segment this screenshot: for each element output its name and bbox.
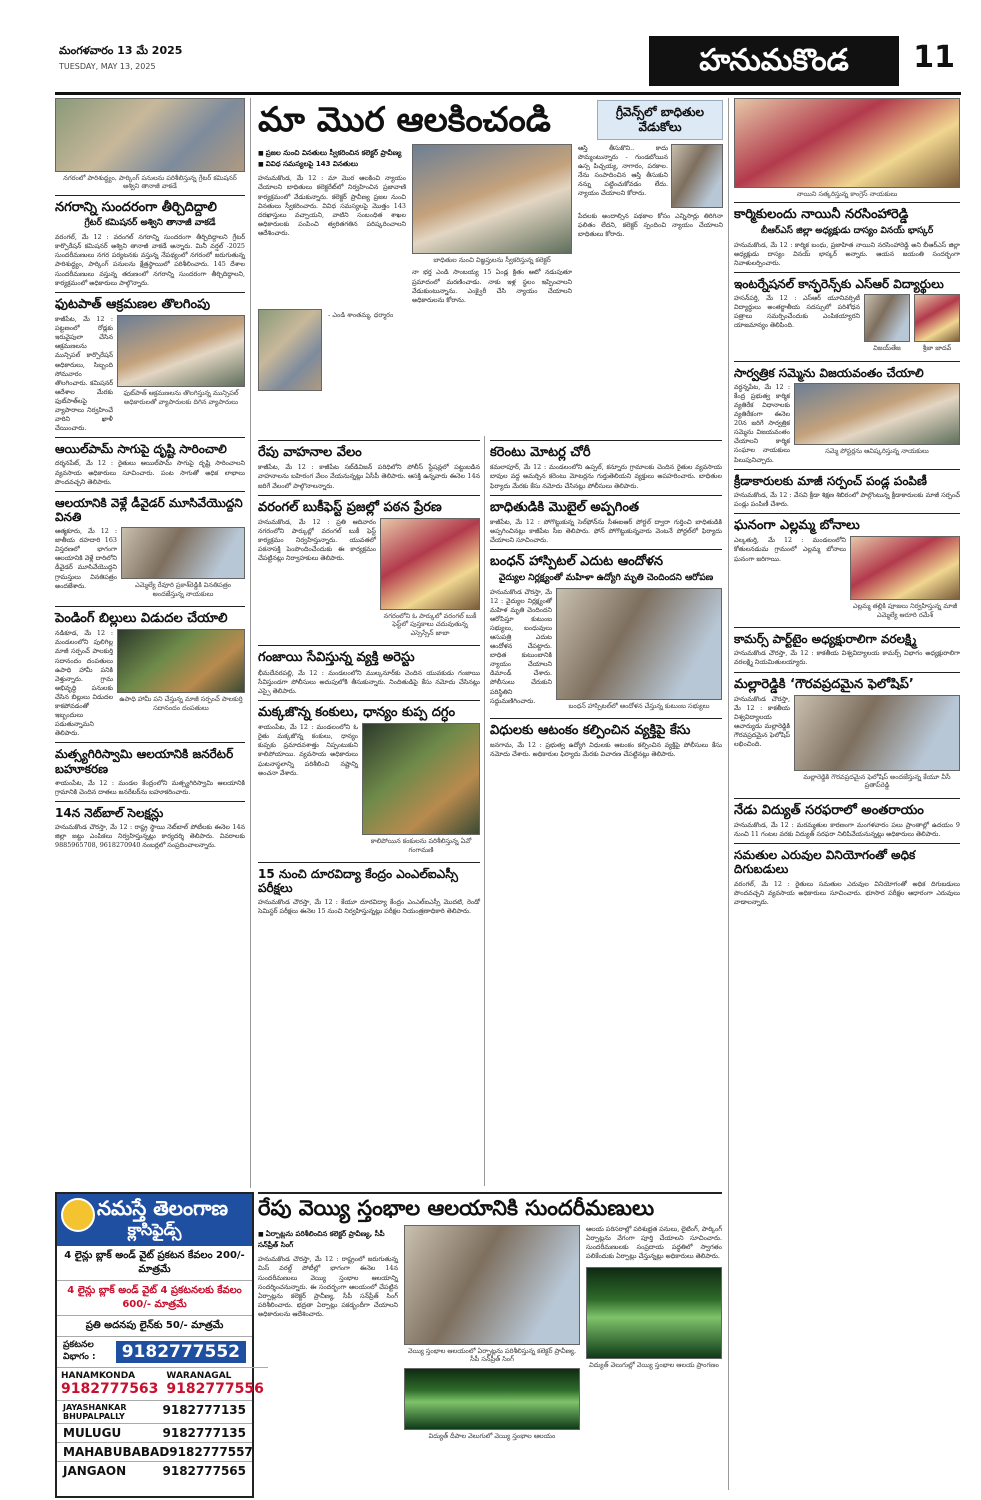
column-left [55, 98, 245, 850]
photo-caption: విద్యుత్ వెలుగుల్లో వెయ్యి స్తంభాల ఆలయ ప్రాంగణం [589, 1361, 719, 1370]
article-body: భీమదేవరపల్లి, మే 12 : మండలంలోని ముల్కనూర్‌కు చెందిన యువకుడు గంజాయి సేవిస్తుండగా పోలీసులు అదుపులోకి తీసుకున్నారు. నిందితుడిపై కేసు నమోదు చేసినట్లు ఎస్సై తెలిపారు. [258, 668, 480, 695]
ad-phone[interactable]: 9182777135 [162, 1403, 246, 1417]
article-body: హనుమకొండ, మే 12 : మా మొర ఆలకించి న్యాయం చేయాలని బాధితులు కలెక్టరేట్‌లో నిర్వహించిన ప్రజావాణి కార్యక్రమంలో వేడుకున్నారు. కలెక్టర్ ప్రావీణ్య ప్రజల నుంచి వినతులు స్వీకరించారు. వివిధ సమస్యలపై మొత్తం 143 దరఖాస్తులు వచ్చాయని, వాటిని సంబంధిత శాఖల అధికారులకు పంపించి త్వరితగతిన పరిష్కరించాలని ఆదేశించారు. [258, 174, 406, 237]
article-body: హనుమకొండ చౌరస్తా, మే 12 : వైద్యుల నిర్లక్ష్యంతో మహిళ మృతి చెందిందని ఆరోపిస్తూ కుటుంబ సభ్యులు, బంధువులు ఆసుపత్రి ఎదుట ఆందోళన చేపట్టారు. బాధిత కుటుంబానికి న్యాయం చేయాలని డిమాండ్ చేశారు. పోలీసులు చేరుకుని పరిస్థితిని సద్దుమణిగించారు. [490, 587, 552, 705]
photo-caption: ఫుట్‌పాత్ ఆక్రమణలను తొలగిస్తున్న మున్సిపల్ అధికారులతో వ్యాపారులకు దిగిన వ్యాపారులు [123, 389, 239, 406]
photo-caption: ఎమ్మెల్యే రేవూరి ప్రకాశ్‌రెడ్డికి వినతిపత్రం అందజేస్తున్న నాయకులు [134, 581, 232, 598]
article-body: వరంగల్, మే 12 : రైతులు సమతుల ఎరువుల వినియోగంతో అధిక దిగుబడులు పొందవచ్చని వ్యవసాయ అధికారులు సూచించారు. భూసార పరీక్షల ఆధారంగా ఎరువులు వాడాలన్నారు. [734, 879, 960, 906]
lead-bullet: ■ ప్రజల నుంచి వినతులు స్వీకరించిన కలెక్టర్ ప్రావీణ్య [258, 148, 406, 159]
article-body: కాజీపేట, మే 12 : కాజీపేట సబ్‌డివిజన్ పరిధిలోని పోలీస్ స్టేషన్లలో పట్టుబడిన వాహనాలను బహిరంగ వేలం వేయనున్నట్లు ఏసీపీ తెలిపారు. ఆసక్తి ఉన్నవారు ఈనెల 14న జరిగే వేలంలో పాల్గొనాలన్నారు. [258, 463, 480, 490]
ad-city: WARANAGAL [166, 1371, 232, 1381]
article-body: హనుమకొండ చౌరస్తా, మే 12 : కేయూ దూరవిద్యా కేంద్రం ఎంఎల్‌ఐఎస్సీ మొదటి, రెండో సెమిస్టర్ పరీక్షలు ఈనెల 15 నుంచి నిర్వహిస్తున్నట్లు పరీక్షల నియంత్రణాధికారి తెలిపారు. [258, 898, 480, 916]
article-body: హనుమకొండ, మే 12 : కార్మిక బంధు, ప్రజాహిత నాయిని నరసింహారెడ్డి అని బీఆర్ఎస్ జిల్లా అధ్యక్షుడు దాస్యం వినయ్ భాస్కర్ అన్నారు. ఆయన జయంతి సందర్భంగా నివాళులర్పించారు. [734, 240, 960, 267]
emblem-icon [61, 1198, 95, 1232]
article-body: ఆలయ పరిసరాల్లో పరిశుభ్రత పనులు, లైటింగ్, పార్కింగ్ ఏర్పాట్లను వేగంగా పూర్తి చేయాలని సూచించారు. సుందరీమణులకు సంప్రదాయ పద్ధతిలో స్వాగతం పలికేందుకు ఏర్పాట్లు చేస్తున్నట్లు అధికారులు తెలిపారు. [586, 1225, 722, 1261]
photo-caption: ఉపాధి హామీ పని చేస్తున్న మాజీ సర్పంచ్ పాలకుర్తి సదానందం దంపతులు [119, 695, 243, 712]
photo-hospital-protest [556, 588, 722, 700]
photo-caption: బంధన్ హాస్పిటల్‌లో ఆందోళన చేస్తున్న కుటుంబ సభ్యులు [568, 701, 710, 710]
headline: ఆయిల్‌పామ్ సాగుపై దృష్టి సారించాలి [55, 437, 245, 456]
ad-brand-sub: క్లాసిఫైడ్స్ [57, 1220, 252, 1246]
lead-bullet: ■ వివిధ సమస్యలపై 143 వినతులు [258, 159, 406, 170]
article-body: కాజీపేట, మే 12 : పట్టణంలో రోడ్లకు ఇరువైపులా చేసిన ఆక్రమణలను మున్సిపల్ కార్పొరేషన్ అధికారులు, సిబ్బంది సోమవారం తొలగించారు. కమిషనర్ ఆదేశాల మేరకు ఫుట్‌పాత్‌లపై వ్యాపారాలు నిర్వహించే వారిని ఖాళీ చేయించారు. [55, 315, 113, 433]
article-body: శాయంపేట, మే 12 : మండలంలోని ఓ రైతు మక్కజొన్న కంకులు, ధాన్యం కుప్పకు ప్రమాదవశాత్తు నిప్పంటుకుని కాలిపోయాయి. వ్యవసాయ అధికారులు ఘటనాస్థలాన్ని పరిశీలించి నష్టాన్ని అంచనా వేశారు. [258, 723, 358, 777]
article-body: ఆత్మకూరు, మే 12 : జాతీయ రహదారి 163 విస్తరణలో భాగంగా ఆలయానికి వెళ్లే దారిలోని డీవైడర్ మూసివేయొద్దని గ్రామస్తులు వినతిపత్రం అందజేశారు. [55, 527, 117, 590]
article-body: హనుమకొండ, మే 12 : వేసవి క్రీడా శిక్షణ శిబిరంలో పాల్గొంటున్న క్రీడాకారులకు మాజీ సర్పంచ్ పండ్లు పంపిణీ చేశారు. [734, 490, 960, 508]
headline: 14న నెట్‌బాల్ సెలక్షన్లు [55, 801, 245, 820]
photo-student [914, 294, 960, 342]
photo-caption: వెయ్యి స్తంభాల ఆలయంలో ఏర్పాట్లను పరిశీలిస్తున్న కలెక్టర్ ప్రావీణ్య, సీపీ సన్‌ప్రీత్ సింగ్ [407, 1347, 577, 1364]
ad-phone[interactable]: 9182777135 [162, 1426, 246, 1440]
feature-headline: రేపు వెయ్యి స్తంభాల ఆలయానికి సుందరీమణులు [258, 1192, 722, 1219]
headline: సార్వత్రిక సమ్మెను విజయవంతం చేయాలి [734, 361, 960, 380]
ad-rate: 4 లైన్లు బ్లాక్ అండ్ వైట్ ప్రకటన కేవలం 200/- మాత్రమే [57, 1246, 252, 1281]
photo-bookfest [380, 518, 480, 610]
subheadline: బీఆర్ఎస్ జిల్లా అధ్యక్షుడు దాస్యం వినయ్ భాస్కర్ [760, 225, 934, 236]
headline: రేపు వాహనాల వేలం [258, 440, 480, 460]
article-body: హనుమకొండ చౌరస్తా, మే 12 : రాష్ట్రంలో జరుగుతున్న మిస్ వరల్డ్ పోటీల్లో భాగంగా ఈనెల 14న సుందరీమణులు వెయ్యి స్తంభాల ఆలయాన్ని సందర్శించనున్నారు. ఈ సందర్భంగా ఆలయంలో చేపట్టిన ఏర్పాట్లను కలెక్టర్ ప్రావీణ్య, సీపీ సన్‌ప్రీత్ సింగ్ పరిశీలించారు. భద్రతా ఏర్పాట్లు పకడ్బందీగా చేయాలని అధికారులను ఆదేశించారు. [258, 1255, 398, 1318]
ad-phone[interactable]: 9182777556 [166, 1381, 264, 1397]
lead-headline: మా మొర ఆలకించండి [258, 100, 551, 140]
edition-city: హనుమకొండ [649, 36, 899, 86]
ad-phone[interactable]: 9182777552 [116, 1341, 246, 1363]
ad-district: MULUGU [63, 1426, 122, 1440]
ad-district: JAYASHANKAR BHUPALPALLY [63, 1403, 127, 1421]
ad-district: JANGAON [63, 1464, 127, 1478]
ad-city: HANAMKONDA [61, 1371, 136, 1381]
headline: ఘనంగా ఎల్లమ్మ బోనాలు [734, 513, 960, 533]
article-body: పేదలకు అందాల్సిన పథకాల కోసం ఎన్నిసార్లు తిరిగినా ఫలితం లేదని, కలెక్టర్ స్పందించి న్యాయం చేయాలని బాధితులు కోరారు. [578, 212, 723, 239]
lead-tagline: గ్రీవెన్స్‌లో బాధితుల వేడుకోలు [597, 100, 723, 140]
headline: 15 నుంచి దూరవిద్యా కేంద్రం ఎంఎల్‌ఐఎస్సీ పరీక్షలు [258, 862, 480, 895]
photo-naini-tribute [734, 98, 960, 188]
article-body: హనుమకొండ, మే 12 : ప్రతి ఆదివారం నగరంలోని పార్కుల్లో వరంగల్ బుకీ ఫెస్ట్ కార్యక్రమం నిర్వహిస్తున్నారు. యువతలో పఠనాసక్తి పెంపొందించేందుకు ఈ కార్యక్రమం చేపట్టినట్లు నిర్వాహకులు తెలిపారు. [258, 517, 376, 563]
headline: నగరాన్ని సుందరంగా తీర్చిదిద్దాలి [55, 195, 245, 215]
photo-caption: కాలిపోయిన కంకులను పరిశీలిస్తున్న ఏవో గంగామణి [370, 837, 472, 854]
ad-rate: ప్రతి అదనపు లైన్‌కు 50/- మాత్రమే [57, 1316, 252, 1337]
lead-story [258, 100, 723, 391]
headline: క్రీడాకారులకు మాజీ సర్పంచ్ పండ్ల పంపిణీ [734, 469, 960, 488]
article-body: వర్ధన్నపేట, మే 12 : కేంద్ర ప్రభుత్వ కార్మిక వ్యతిరేక విధానాలకు వ్యతిరేకంగా ఈనెల 20న జరిగే సార్వత్రిక సమ్మెను విజయవంతం చేయాలని కార్మిక సంఘాల నాయకులు పిలుపునిచ్చారు. [734, 382, 790, 464]
ad-label: ప్రకటనల విభాగం : [63, 1340, 96, 1362]
subheadline: గ్రేటర్ కమిషనర్ అశ్విని తానాజీ వాకడే [84, 218, 216, 229]
photo-temple-inspection [404, 1225, 580, 1345]
photo-sarpanch [117, 629, 245, 693]
ad-phone[interactable]: 9182777563 [61, 1381, 159, 1397]
photo-temple-night [586, 1267, 722, 1359]
photo-complainant [671, 144, 723, 208]
headline: మల్లారెడ్డికి ‘గౌరవప్రదమైన ఫెలోషిప్’ [734, 672, 960, 692]
headline: మక్కజొన్న కంకులు, ధాన్యం కుప్ప దగ్ధం [258, 700, 480, 720]
article-body: హనుమకొండ చౌరస్తా, మే 12 : కాకతీయ విశ్వవిద్యాలయ ఆచార్యుడు మల్లారెడ్డికి గౌరవప్రదమైన ఫెలోషిప్ లభించింది. [734, 694, 790, 749]
photo-petition [121, 527, 245, 579]
classifieds-ad [55, 1192, 264, 1498]
subheadline: వైద్యుల నిర్లక్ష్యంతో మహిళా ఉద్యోగి మృతి చెందిందని ఆరోపణ [498, 572, 714, 583]
photo-fellowship [794, 695, 960, 771]
photo-caption: నగరంలో పారిశుద్ధ్యం, పార్కింగ్ పనులను పరిశీలిస్తున్న గ్రేటర్ కమిషనర్ అశ్విని తానాజీ వాకడే [63, 174, 237, 191]
photo-caption: విజయ్‌తేజ [873, 344, 901, 353]
article-body: హనుమకొండ చౌరస్తా, మే 12 : కాకతీయ విశ్వవిద్యాలయ కామర్స్ విభాగం అధ్యక్షురాలిగా వరలక్ష్మి నియమితులయ్యారు. [734, 649, 960, 667]
headline: గంజాయి సేవిస్తున్న వ్యక్తి అరెస్టు [258, 645, 480, 665]
ad-brand: నమస్తే తెలంగాణ [57, 1194, 252, 1220]
photo-burnt-crop [362, 723, 480, 835]
article-body: కాజీపేట, మే 12 : పోగొట్టుకున్న సెల్‌ఫోన్‌ను సీఈఐఆర్ పోర్టల్ ద్వారా గుర్తించి బాధితుడికి అప్పగించినట్లు కాజీపేట సీఐ తెలిపారు. ఫోన్ పోగొట్టుకున్నవారు వెంటనే పోర్టల్‌లో ఫిర్యాదు చేయాలని సూచించారు. [490, 517, 722, 545]
photo-caption: మల్లారెడ్డికి గౌరవప్రదమైన ఫెలోషిప్ అందజేస్తున్న కేయూ వీసీ ప్రతాప్‌రెడ్డి [803, 772, 951, 790]
photo-student [864, 294, 910, 342]
ad-district: MAHABUBABAD [63, 1445, 170, 1459]
headline: విధులకు ఆటంకం కల్పించిన వ్యక్తిపై కేసు [490, 718, 722, 738]
column-middle-right [490, 436, 722, 760]
photo-caption: నగరంలోని ఓ పార్కులో వరంగల్ బుకీ ఫెస్ట్‌లో పుస్తకాలు చదువుతున్న ఎస్సెస్సేన్ జాబా [383, 611, 477, 637]
headline: పెండింగ్ బిల్లులు విడుదల చేయాలి [55, 606, 245, 626]
headline: సమతుల ఎరువుల వినియోగంతో అధిక దిగుబడులు [734, 843, 960, 876]
headline: కామర్స్ పార్ట్‌టైం అధ్యక్షురాలిగా వరలక్ష్మి [734, 627, 960, 646]
photo-caption: సమ్మె పోస్టర్లను ఆవిష్కరిస్తున్న నాయకులు [825, 446, 929, 455]
headline: మత్స్యగిరిస్వామి ఆలయానికి జనరేటర్ బహూకరణ [55, 742, 245, 775]
photo-grievance [412, 144, 572, 254]
ad-phone[interactable]: 9182777557 [169, 1445, 253, 1459]
photo-caption: నాయిని సత్కరిస్తున్న కాంగ్రెస్ నాయకులు [796, 190, 898, 198]
photo-temple-lights [404, 1368, 580, 1430]
article-body: హనుమకొండ, మే 12 : మరమ్మతుల కారణంగా మంగళవారం పలు ప్రాంతాల్లో ఉదయం 9 నుంచి 11 గంటల వరకు విద్యుత్ సరఫరా నిలిపివేయనున్నట్లు అధికారులు తెలిపారు. [734, 821, 960, 839]
article-body: వరంగల్, మే 12 : వరంగల్ నగరాన్ని సుందరంగా తీర్చిదిద్దాలని గ్రేటర్ కార్పొరేషన్ కమిషనర్ అశ్విని తానాజీ వాకడే అన్నారు. మినీ వర్షల్ -2025 సుందరీమణులు నగర పర్యటనకు వస్తున్న నేపథ్యంలో నగరంలో జరుగుతున్న పారిశుద్ధ్యం, పార్కింగ్ పనులను క్షేత్రస్థాయిలో పరిశీలించారు. 145 దేశాల సుందరీమణులు వస్తున్న తరుణంలో నగరాన్ని సుందరంగా తీర్చిదిద్దాలని, కార్యక్రమంలో అధికారులు పాల్గొన్నారు. [55, 233, 245, 287]
article-body: ఆస్తి తీసుకొని.. కాదు పొమ్మంటున్నారు - గుండబోయిన ఉస్స పిచ్చయ్య, నాగారం, పరకాల. నేను సంపాదించిన ఆస్తి తీసుకుని నన్ను పట్టించుకోవడం లేదు. న్యాయం చేయాలని కోరారు. [578, 144, 668, 198]
headline: బంధన్ హాస్పిటల్ ఎదుట ఆందోళన [490, 549, 722, 569]
feature-bullet: ■ ఏర్పాట్లను పరిశీలించిన కలెక్టర్ ప్రావీణ్య, సీపీ సన్‌ప్రీత్ సింగ్ [258, 1229, 398, 1251]
headline: ఇంటర్నేషనల్ కాన్ఫరెన్స్‌కు ఎస్ఆర్ విద్యార్థులు [734, 272, 960, 291]
article-body: కమలాపూర్, మే 12 : మండలంలోని ఉప్పల్, కన్నూరు గ్రామాలకు చెందిన రైతుల వ్యవసాయ బావుల వద్ద అమర్చిన కరెంటు మోటర్లను గుర్తుతెలియని వ్యక్తులు అపహరించారు. బాధితుల ఫిర్యాదు మేరకు కేసు నమోదు చేసినట్లు పోలీసులు తెలిపారు. [490, 463, 722, 490]
photo-commissioner [55, 98, 245, 172]
article-body: నా భర్త ఎండి సాంబయ్య 15 ఏండ్ల క్రితం ఆటో నడుపుతూ ప్రమాదంలో మరణించాడు. నాకు ఇళ్ల స్థలం ఇప్పించాలని వేడుకుంటున్నాను. ఎంక్వైరీ చేసి న్యాయం చేయాలని అధికారులను కోరాను. [412, 268, 572, 304]
article-body: నడికూడ, మే 12 : మండలంలోని పులిగిల్ల మాజీ సర్పంచ్ పాలకుర్తి సదానందం దంపతులు ఉపాధి హామీ పనికి వెళ్తున్నారు. గ్రామ అభివృద్ధి పనులకు చేసిన బిల్లులు విడుదల కాకపోవడంతో ఇబ్బందులు పడుతున్నామని తెలిపారు. [55, 629, 113, 738]
article-body: హసన్‌పర్తి, మే 12 : ఎస్ఆర్ యూనివర్సిటీ విద్యార్థులు అంతర్జాతీయ సదస్సులో పరిశోధన పత్రాలు సమర్పించేందుకు ఎంపికయ్యారని యాజమాన్యం తెలిపింది. [734, 294, 860, 330]
column-middle-left [258, 436, 480, 917]
photo-caption: - ఎండి శాంతమ్మ, ధర్మారం [328, 310, 394, 319]
headline: కరెంటు మోటర్ల చోరీ [490, 440, 722, 460]
masthead [55, 36, 961, 95]
page-number: 11 [913, 40, 955, 75]
photo-caption: శ్రీజా జాదవ్ [922, 344, 952, 353]
headline: కార్మికులందు నాయినీ నరసింహారెడ్డి [734, 202, 960, 222]
ad-rate: 4 లైన్లు బ్లాక్ అండ్ వైట్ 4 ప్రకటనలకు కేవలం 600/- మాత్రమే [57, 1281, 252, 1316]
ad-phone[interactable]: 9182777565 [162, 1464, 246, 1478]
photo-shanthamma [258, 309, 322, 391]
article-body: జనగామ, మే 12 : ప్రభుత్వ ఉద్యోగి విధులకు ఆటంకం కల్పించిన వ్యక్తిపై పోలీసులు కేసు నమోదు చేశారు. అధికారుల ఫిర్యాదు మేరకు విచారణ చేపట్టినట్లు తెలిపారు. [490, 741, 722, 759]
article-body: ఎల్కతుర్తి, మే 12 : మండలంలోని కోతులనడుమ గ్రామంలో ఎల్లమ్మ బోనాలు ఘనంగా జరిగాయి. [734, 536, 846, 563]
photo-caption: విద్యుత్ దీపాల వెలుగులో వెయ్యి స్తంభాల ఆలయం [428, 1431, 556, 1440]
headline: వరంగల్ బుకీఫెస్ట్ ప్రజల్లో పఠన ప్రేరణ [258, 495, 480, 515]
date-english: TUESDAY, MAY 13, 2025 [59, 62, 156, 71]
headline: ఫుటపాత్ ఆక్రమణల తొలగింపు [55, 292, 245, 312]
column-right [734, 98, 960, 907]
photo-caption: ఎల్లమ్మ తల్లికి పూజలు నిర్వహిస్తున్న మాజీ ఎమ్మెల్యే ఆరూరి రమేశ్ [852, 602, 958, 619]
photo-caption: బాధితుల నుంచి విజ్ఞప్తులను స్వీకరిస్తున్న కలెక్టర్ [433, 256, 551, 264]
headline: బాధితుడికి మొబైల్ అప్పగింత [490, 495, 722, 515]
photo-strike-poster [794, 383, 960, 445]
headline: ఆలయానికి వెళ్లే డీవైడర్ మూసివేయొద్దని వినతి [55, 491, 245, 524]
article-body: దర్శనపేట్, మే 12 : రైతులు ఆయిల్‌పామ్ సాగుపై దృష్టి సారించాలని వ్యవసాయ అధికారులు సూచించారు. పంట సాగుతో అధిక లాభాలు పొందవచ్చని తెలిపారు. [55, 459, 245, 486]
bottom-feature [258, 1192, 722, 1444]
date-telugu: మంగళవారం 13 మే 2025 [59, 44, 183, 57]
photo-bonalu [850, 536, 960, 600]
article-body: శాయంపేట, మే 12 : మండల కేంద్రంలోని మత్స్యగిరిస్వామి ఆలయానికి గ్రామానికి చెందిన దాతలు జనరేటర్‌ను బహూకరించారు. [55, 778, 245, 796]
article-body: హనుమకొండ చౌరస్తా, మే 12 : రాష్ట్ర స్థాయి నెట్‌బాల్ పోటీలకు ఈనెల 14న జిల్లా జట్టు ఎంపికలు నిర్వహిస్తున్నట్లు కార్యదర్శి తెలిపారు. వివరాలకు 9885965708, 9618270940 నంబర్లలో సంప్రదించాలన్నారు. [55, 823, 245, 850]
headline: నేడు విద్యుత్ సరఫరాలో అంతరాయం [734, 798, 960, 818]
photo-footpath [117, 315, 245, 387]
